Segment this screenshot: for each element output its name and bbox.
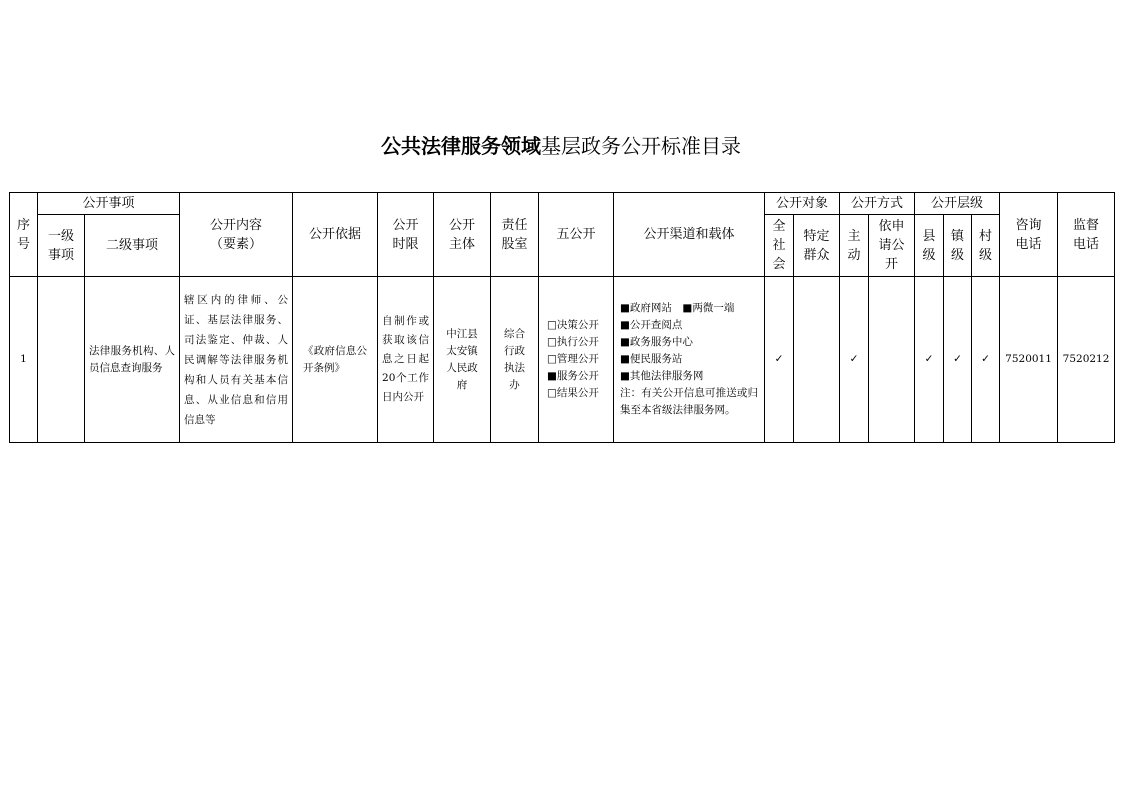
title-rest-part: 基层政务公开标准目录 xyxy=(541,134,741,158)
header-content: 公开内容 （要素） xyxy=(180,193,293,277)
channel-line: ■政务服务中心 xyxy=(620,336,693,348)
channel-line: ■公开查阅点 xyxy=(620,319,683,331)
header-subject: 公开 主体 xyxy=(434,193,491,277)
table-row xyxy=(10,277,1115,443)
header-county: 县 级 xyxy=(915,215,944,277)
five-management: □管理公开 xyxy=(547,353,599,365)
cell-subject: 中江县太安镇人民政府 xyxy=(434,277,491,443)
cell-mode-active-check: ✓ xyxy=(840,277,869,443)
cell-level1 xyxy=(38,277,85,443)
five-result: □结果公开 xyxy=(547,387,599,399)
header-target-specific: 特定 群众 xyxy=(794,215,840,277)
header-village: 村 级 xyxy=(972,215,1000,277)
channel-line: ■便民服务站 xyxy=(620,353,683,365)
cell-seq: 1 xyxy=(10,277,38,443)
five-service: ■服务公开 xyxy=(547,370,599,382)
cell-basis: 《政府信息公开条例》 xyxy=(293,277,378,443)
five-execution: □执行公开 xyxy=(547,336,599,348)
header-consult-phone: 咨询 电话 xyxy=(1000,193,1058,277)
header-level1: 一级事项 xyxy=(38,215,85,277)
header-channels: 公开渠道和载体 xyxy=(614,193,765,277)
cell-town-check: ✓ xyxy=(944,277,972,443)
header-supervise-phone: 监督 电话 xyxy=(1058,193,1115,277)
channel-line: ■其他法律服务网 xyxy=(620,370,704,382)
cell-county-check: ✓ xyxy=(915,277,944,443)
cell-village-check: ✓ xyxy=(972,277,1000,443)
header-mode-active: 主 动 xyxy=(840,215,869,277)
header-seq: 序号 xyxy=(10,193,38,277)
five-decision: □决策公开 xyxy=(547,319,599,331)
cell-target-specific-check xyxy=(794,277,840,443)
header-mode-apply: 依申 请公 开 xyxy=(869,215,915,277)
cell-time-limit: 自制作或获取该信息之日起20个工作日内公开 xyxy=(378,277,434,443)
cell-channels xyxy=(614,277,765,443)
disclosure-catalog-table xyxy=(9,192,1115,443)
header-five: 五公开 xyxy=(539,193,614,277)
cell-target-all-check: ✓ xyxy=(765,277,794,443)
cell-dept: 综合行政执法办 xyxy=(491,277,539,443)
header-items-group: 公开事项 xyxy=(38,193,180,215)
cell-supervise-phone: 7520212 xyxy=(1058,277,1115,443)
header-time-limit: 公开 时限 xyxy=(378,193,434,277)
cell-content: 辖区内的律师、公证、基层法律服务、司法鉴定、仲裁、人民调解等法律服务机构和人员有关基本信息、从业信息和信用信息等 xyxy=(180,277,293,443)
header-dept: 责任 股室 xyxy=(491,193,539,277)
cell-consult-phone: 7520011 xyxy=(1000,277,1058,443)
document-title xyxy=(0,131,1122,161)
cell-mode-apply-check xyxy=(869,277,915,443)
cell-five-disclosures xyxy=(539,277,614,443)
header-target-all: 全社会 xyxy=(765,215,794,277)
header-town: 镇 级 xyxy=(944,215,972,277)
title-bold-part: 公共法律服务领域 xyxy=(381,134,541,158)
header-basis: 公开依据 xyxy=(293,193,378,277)
channel-note: 注：有关公开信息可推送或归集至本省级法律服务网。 xyxy=(620,387,759,416)
cell-level2: 法律服务机构、人员信息查询服务 xyxy=(85,277,180,443)
header-level-group: 公开层级 xyxy=(915,193,1000,215)
header-level2: 二级事项 xyxy=(85,215,180,277)
header-mode-group: 公开方式 xyxy=(840,193,915,215)
header-target-group: 公开对象 xyxy=(765,193,840,215)
channel-line: ■政府网站 ■两微一端 xyxy=(620,302,735,314)
